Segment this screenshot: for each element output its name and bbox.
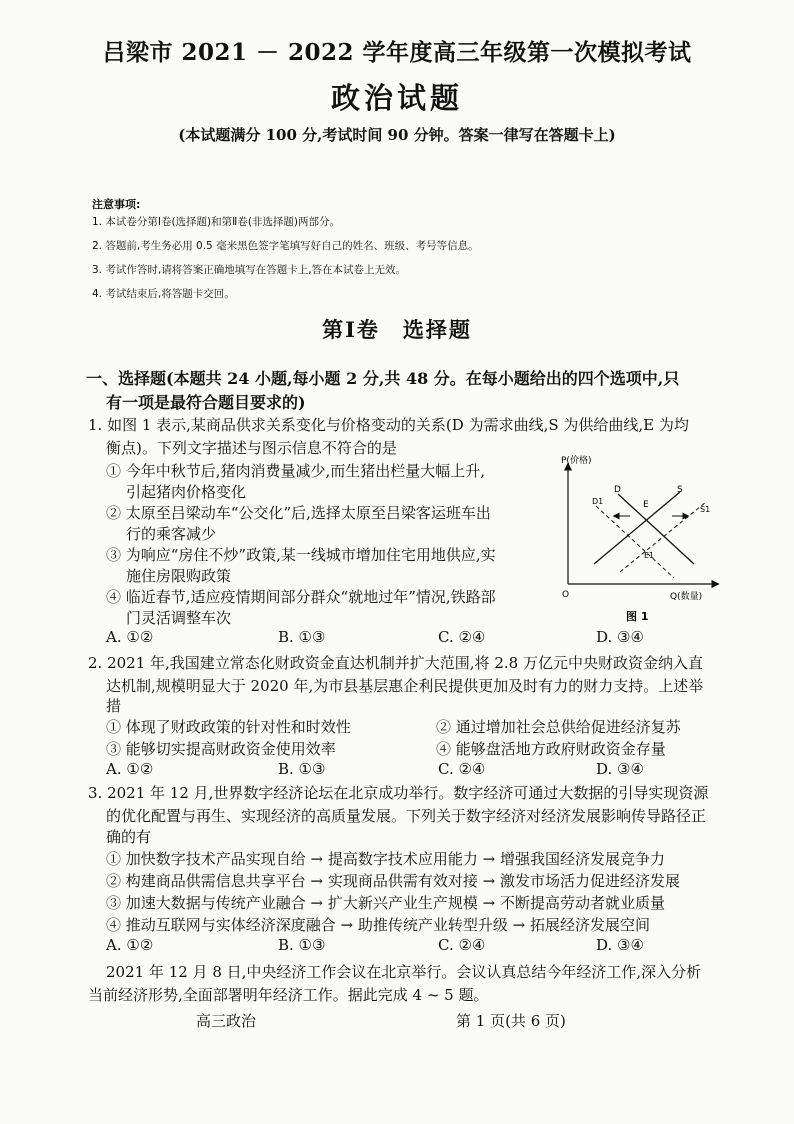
exam-title: 吕梁市 2021 － 2022 学年度高三年级第一次模拟考试 bbox=[102, 39, 692, 66]
question-stem: 2. 2021 年,我国建立常态化财政资金直达机制并扩大范围,将 2.8 万亿元中央财政资金纳入直 bbox=[88, 654, 703, 672]
material-paragraph: 2021 年 12 月 8 日,中央经济工作会议在北京举行。会议认真总结今年经济工作,深入分析 bbox=[106, 963, 702, 981]
answer-choice: B. ①③ bbox=[278, 760, 326, 778]
answer-choice: D. ③④ bbox=[596, 628, 644, 646]
question-stem: 确的有 bbox=[106, 828, 152, 846]
section-title: 第Ⅰ卷 选择题 bbox=[322, 317, 472, 342]
label-e: E bbox=[643, 500, 649, 510]
supply-curve bbox=[594, 492, 680, 564]
question-option: ② 太原至吕梁动车“公交化”后,选择太原至吕梁客运班车出 bbox=[106, 504, 491, 522]
question-option: ① 今年中秋节后,猪肉消费量减少,而生猪出栏量大幅上升, bbox=[106, 462, 486, 480]
question-option: ① 体现了财政政策的针对性和时效性 bbox=[106, 718, 351, 736]
question-option: ④ 推动互联网与实体经济深度融合 → 助推传统产业转型升级 → 拓展经济发展空间 bbox=[106, 916, 650, 934]
question-option: 施住房限购政策 bbox=[126, 567, 232, 585]
exam-subtitle: (本试题满分 100 分,考试时间 90 分钟。答案一律写在答题卡上) bbox=[178, 126, 616, 144]
answer-choice: D. ③④ bbox=[596, 760, 644, 778]
answer-choice: A. ①② bbox=[106, 936, 154, 954]
question-stem: 1. 如图 1 表示,某商品供求关系变化与价格变动的关系(D 为需求曲线,S 为供给曲线,E 为均 bbox=[88, 416, 689, 434]
question-stem: 措 bbox=[106, 697, 122, 715]
answer-choice: D. ③④ bbox=[596, 936, 644, 954]
demand-curve bbox=[618, 494, 694, 564]
material-paragraph: 当前经济形势,全面部署明年经济工作。据此完成 4 ~ 5 题。 bbox=[88, 986, 489, 1004]
question-option: ③ 为响应“房住不炒”政策,某一线城市增加住宅用地供应,实 bbox=[106, 546, 496, 564]
question-option: ③ 加速大数据与传统产业融合 → 扩大新兴产业生产规模 → 不断提高劳动者就业质量 bbox=[106, 894, 665, 912]
note-item: 3. 考试作答时,请将答案正确地填写在答题卡上,答在本试卷上无效。 bbox=[92, 264, 407, 276]
question-option: 引起猪肉价格变化 bbox=[126, 483, 247, 501]
question-stem: 达机制,规模明显大于 2020 年,为市县基层惠企利民提供更加及时有力的财力支持。上述举 bbox=[106, 677, 704, 695]
answer-choice: A. ①② bbox=[106, 628, 154, 646]
page-number: 第 1 页(共 6 页) bbox=[456, 1012, 566, 1030]
subject-title: 政治试题 bbox=[330, 81, 463, 115]
question-option: ④ 能够盘活地方政府财政资金存量 bbox=[436, 740, 666, 758]
answer-choice: C. ②④ bbox=[438, 760, 486, 778]
notes-heading: 注意事项: bbox=[92, 198, 141, 211]
question-stem: 衡点)。下列文字描述与图示信息不符合的是 bbox=[106, 439, 397, 457]
note-item: 1. 本试卷分第Ⅰ卷(选择题)和第Ⅱ卷(非选择题)两部分。 bbox=[92, 216, 341, 228]
question-option: ① 加快数字技术产品实现自给 → 提高数字技术应用能力 → 增强我国经济发展竞争力 bbox=[106, 850, 665, 868]
question-option: ② 通过增加社会总供给促进经济复苏 bbox=[436, 718, 681, 736]
supply-demand-figure bbox=[548, 452, 754, 628]
question-option: ③ 能够切实提高财政资金使用效率 bbox=[106, 740, 336, 758]
answer-choice: C. ②④ bbox=[438, 628, 486, 646]
footer-subject: 高三政治 bbox=[196, 1012, 257, 1030]
note-item: 4. 考试结束后,将答题卡交回。 bbox=[92, 288, 235, 300]
answer-choice: B. ①③ bbox=[278, 936, 326, 954]
note-item: 2. 答题前,考生务必用 0.5 毫米黑色签字笔填写好自己的姓名、班级、考号等信息。 bbox=[92, 240, 479, 252]
label-d1: D1 bbox=[592, 497, 604, 506]
origin-label: O bbox=[562, 590, 570, 600]
demand-curve-d1 bbox=[596, 506, 674, 578]
question-option: 行的乘客减少 bbox=[126, 525, 217, 543]
question-option: ② 构建商品供需信息共享平台 → 实现商品供需有效对接 → 激发市场活力促进经济发展 bbox=[106, 872, 680, 890]
part-intro-line: 一、选择题(本题共 24 小题,每小题 2 分,共 48 分。在每小题给出的四个选项中,只 bbox=[86, 369, 680, 388]
question-stem: 3. 2021 年 12 月,世界数字经济论坛在北京成功举行。数字经济可通过大数据的引导实现资源 bbox=[88, 784, 709, 802]
answer-choice: B. ①③ bbox=[278, 628, 326, 646]
label-s1: S1 bbox=[700, 505, 711, 514]
question-option: 门灵活调整车次 bbox=[126, 609, 232, 627]
label-s: S bbox=[677, 485, 683, 495]
label-e1: E1 bbox=[644, 551, 655, 560]
part-intro-line: 有一项是最符合题目要求的) bbox=[106, 393, 306, 412]
y-axis-label: P(价格) bbox=[561, 456, 592, 466]
question-stem: 的优化配置与再生、实现经济的高质量发展。下列关于数字经济对经济发展影响传导路径正 bbox=[106, 807, 707, 825]
answer-choice: A. ①② bbox=[106, 760, 154, 778]
answer-choice: C. ②④ bbox=[438, 936, 486, 954]
x-axis-label: Q(数量) bbox=[670, 592, 703, 602]
supply-curve-s1 bbox=[620, 502, 706, 572]
figure-caption: 图 1 bbox=[626, 610, 649, 623]
question-option: ④ 临近春节,适应疫情期间部分群众“就地过年”情况,铁路部 bbox=[106, 588, 496, 606]
label-d: D bbox=[614, 485, 621, 495]
